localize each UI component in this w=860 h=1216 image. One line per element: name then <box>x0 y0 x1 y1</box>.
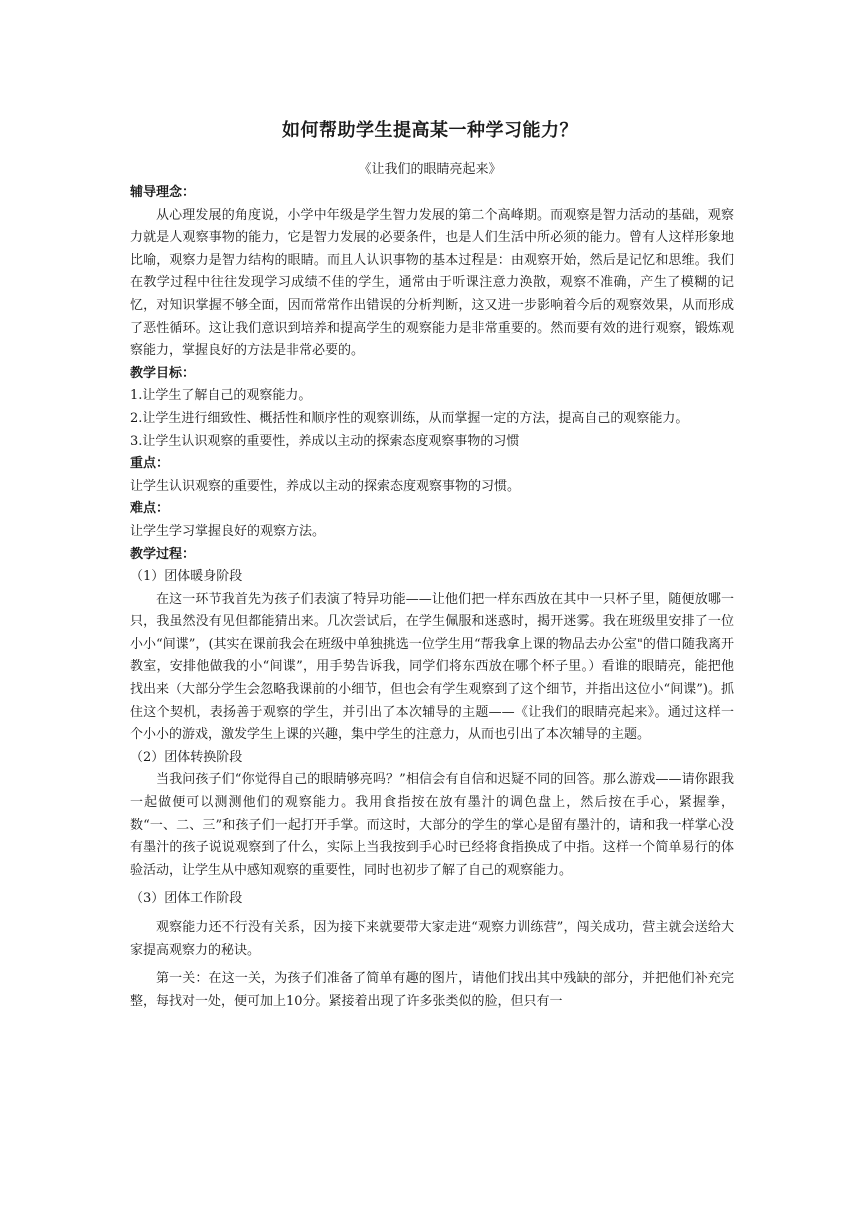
concept-heading: 辅导理念： <box>130 185 196 200</box>
stage1-paragraph: 在这一环节我首先为孩子们表演了特异功能——让他们把一样东西放在其中一只杯子里，随便放哪一只，我虽然没有见但都能猜出来。几次尝试后，在学生佩服和迷惑时，揭开迷雾。我在班级里安排了一位小小“间谍”，(其实在课前我会在班级中单独挑选一位学生用“帮我拿上课的物品去办公室"的借口随我离开教室，安排他做我的小“间谍”，用手势告诉我，同学们将东西放在哪个杯子里。）看谁的眼睛亮，能把他找出来（大部分学生会忽略我课前的小细节，但也会有学生观察到了这个细节，并指出这位小“间谍”)。抓住这个契机，表扬善于观察的学生，并引出了本次辅导的主题——《让我们的眼睛亮起来》。通过这样一个小小的游戏，激发学生上课的兴趣，集中学生的注意力，从而也引出了本次辅导的主题。 <box>130 591 734 743</box>
stage2-title: （2）团体转换阶段 <box>130 749 243 765</box>
difficulty-heading: 难点： <box>130 501 170 517</box>
stage3-paragraph-2: 第一关：在这一关，为孩子们准备了简单有趣的图片，请他们找出其中残缺的部分，并把他们补充完整，每找对一处，便可加上10分。紧接着出现了许多张类似的脸，但只有一 <box>130 971 734 1009</box>
key-heading: 重点： <box>130 456 170 472</box>
key-paragraph: 让学生认识观察的重要性，养成以主动的探索态度观察事物的习惯。 <box>130 478 521 494</box>
stage2-paragraph: 当我问孩子们“你觉得自己的眼睛够亮吗？”相信会有自信和迟疑不同的回答。那么游戏——请你跟我一起做便可以测测他们的观察能力。我用食指按在放有墨汁的调色盘上，然后按在手心，紧握拳，数“一、二、三”和孩子们一起打开手掌。而这时，大部分的学生的掌心是留有墨汁的，请和我一样掌心没有墨汁的孩子说说观察到了什么，实际上当我按到手心时已经将食指换成了中指。这样一个简单易行的体验活动，让学生从中感知观察的重要性，同时也初步了解了自己的观察能力。 <box>130 772 734 878</box>
goals-heading: 教学目标： <box>130 365 196 381</box>
document-subtitle: 《让我们的眼睛亮起来》 <box>358 162 502 177</box>
goal-item: 1.让学生了解自己的观察能力。 <box>130 388 312 404</box>
stage1-title: （1）团体暖身阶段 <box>130 569 243 585</box>
process-heading: 教学过程： <box>130 546 196 562</box>
difficulty-paragraph: 让学生学习掌握良好的观察方法。 <box>130 523 326 539</box>
goal-item: 3.让学生认识观察的重要性，养成以主动的探索态度观察事物的习惯 <box>130 433 520 449</box>
stage3-title: （3）团体工作阶段 <box>130 891 243 907</box>
document-title: 如何帮助学生提高某一种学习能力？ <box>282 120 578 141</box>
stage3-paragraph-1: 观察能力还不行没有关系，因为接下来就要带大家走进“观察力训练营”，闯关成功，营主就会送给大家提高观察力的秘诀。 <box>130 920 734 958</box>
goal-item: 2.让学生进行细致性、概括性和顺序性的观察训练，从而掌握一定的方法，提高自己的观察能力。 <box>130 410 689 426</box>
concept-paragraph: 从心理发展的角度说，小学中年级是学生智力发展的第二个高峰期。而观察是智力活动的基础，观察力就是人观察事物的能力，它是智力发展的必要条件，也是人们生活中所必须的能力。曾有人这样形象地比喻，观察力是智力结构的眼睛。而且人认识事物的基本过程是：由观察开始，然后是记忆和思维。我们在教学过程中往往发现学习成绩不佳的学生，通常由于听课注意力涣散，观察不准确，产生了模糊的记忆，对知识掌握不够全面，因而常常作出错误的分析判断，这又进一步影响着今后的观察效果，从而形成了恶性循环。这让我们意识到培养和提高学生的观察能力是非常重要的。然而要有效的进行观察，锻炼观察能力，掌握良好的方法是非常必要的。 <box>130 207 734 359</box>
document-body <box>130 182 734 1013</box>
